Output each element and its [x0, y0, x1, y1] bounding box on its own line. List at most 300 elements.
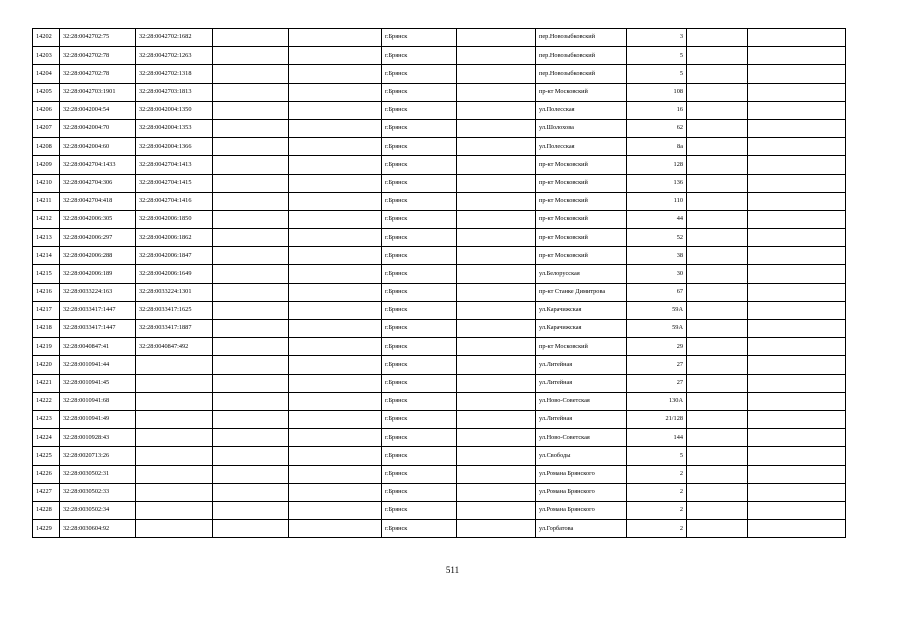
cell-record-number: 14222 — [33, 392, 60, 410]
cell-house-number: 2 — [627, 520, 687, 538]
cell-street: ул.Ново-Советская — [536, 392, 627, 410]
cell-empty — [748, 247, 846, 265]
cell-cadastral-number-premises — [136, 356, 213, 374]
cell-empty — [213, 520, 289, 538]
cell-house-number: 27 — [627, 356, 687, 374]
cell-cadastral-number: 32:28:0042704:1433 — [60, 156, 136, 174]
cell-city: г.Брянск — [382, 465, 457, 483]
cell-empty — [687, 83, 748, 101]
cell-street: пер.Новозыбковский — [536, 47, 627, 65]
cell-empty — [457, 501, 536, 519]
cell-record-number: 14202 — [33, 29, 60, 47]
cell-city: г.Брянск — [382, 210, 457, 228]
cell-street: пр-кт Московский — [536, 156, 627, 174]
cell-empty — [687, 247, 748, 265]
cell-empty — [687, 138, 748, 156]
cell-empty — [748, 229, 846, 247]
table-row — [33, 119, 846, 137]
cell-cadastral-number-premises: 32:28:0033224:1301 — [136, 283, 213, 301]
cell-cadastral-number-premises — [136, 374, 213, 392]
cell-empty — [213, 320, 289, 338]
cell-city: г.Брянск — [382, 247, 457, 265]
table-row — [33, 229, 846, 247]
cell-city: г.Брянск — [382, 156, 457, 174]
cell-empty — [213, 156, 289, 174]
cell-record-number: 14221 — [33, 374, 60, 392]
cell-house-number: 130А — [627, 392, 687, 410]
cell-empty — [687, 65, 748, 83]
cell-house-number: 30 — [627, 265, 687, 283]
cell-record-number: 14220 — [33, 356, 60, 374]
cell-empty — [289, 83, 382, 101]
cell-empty — [748, 410, 846, 428]
cell-empty — [213, 192, 289, 210]
cell-empty — [457, 410, 536, 428]
cell-empty — [289, 47, 382, 65]
cell-cadastral-number: 32:28:0042704:418 — [60, 192, 136, 210]
cell-empty — [289, 501, 382, 519]
cell-empty — [457, 429, 536, 447]
cell-city: г.Брянск — [382, 65, 457, 83]
cell-empty — [213, 101, 289, 119]
cell-cadastral-number: 32:28:0042004:60 — [60, 138, 136, 156]
cell-house-number: 29 — [627, 338, 687, 356]
cell-record-number: 14228 — [33, 501, 60, 519]
cell-empty — [457, 483, 536, 501]
table-row — [33, 283, 846, 301]
cell-house-number: 144 — [627, 429, 687, 447]
cell-empty — [457, 29, 536, 47]
table-row — [33, 301, 846, 319]
cell-record-number: 14226 — [33, 465, 60, 483]
cell-empty — [457, 301, 536, 319]
cell-cadastral-number: 32:28:0030604:92 — [60, 520, 136, 538]
cell-empty — [457, 356, 536, 374]
cell-empty — [289, 229, 382, 247]
cell-empty — [213, 283, 289, 301]
cell-street: ул.Карачижская — [536, 301, 627, 319]
cell-record-number: 14210 — [33, 174, 60, 192]
table-row — [33, 465, 846, 483]
cell-city: г.Брянск — [382, 283, 457, 301]
cell-empty — [289, 156, 382, 174]
cell-empty — [748, 138, 846, 156]
cell-cadastral-number: 32:28:0042703:1901 — [60, 83, 136, 101]
cell-house-number: 136 — [627, 174, 687, 192]
cell-street: ул.Литейная — [536, 410, 627, 428]
cell-cadastral-number: 32:28:0010941:49 — [60, 410, 136, 428]
cell-cadastral-number: 32:28:0030502:31 — [60, 465, 136, 483]
cell-cadastral-number-premises: 32:28:0042004:1366 — [136, 138, 213, 156]
cell-empty — [289, 210, 382, 228]
cell-empty — [687, 520, 748, 538]
table-row — [33, 65, 846, 83]
cell-empty — [687, 410, 748, 428]
cell-cadastral-number-premises: 32:28:0042704:1416 — [136, 192, 213, 210]
cell-empty — [457, 138, 536, 156]
cell-empty — [457, 338, 536, 356]
table-row — [33, 520, 846, 538]
cell-street: ул.Горбатова — [536, 520, 627, 538]
cell-empty — [289, 119, 382, 137]
cell-empty — [289, 174, 382, 192]
table-row — [33, 174, 846, 192]
cell-house-number: 3 — [627, 29, 687, 47]
cell-empty — [687, 265, 748, 283]
cell-empty — [687, 47, 748, 65]
cell-cadastral-number: 32:28:0042702:78 — [60, 47, 136, 65]
cell-cadastral-number-premises — [136, 429, 213, 447]
table-row — [33, 356, 846, 374]
cell-cadastral-number: 32:28:0042006:288 — [60, 247, 136, 265]
cell-house-number: 16 — [627, 101, 687, 119]
cell-record-number: 14227 — [33, 483, 60, 501]
cell-record-number: 14217 — [33, 301, 60, 319]
cell-empty — [457, 320, 536, 338]
cell-empty — [748, 338, 846, 356]
cell-street: пр-кт Московский — [536, 192, 627, 210]
cell-house-number: 67 — [627, 283, 687, 301]
cell-empty — [748, 65, 846, 83]
cell-empty — [213, 447, 289, 465]
cell-empty — [289, 65, 382, 83]
cell-record-number: 14204 — [33, 65, 60, 83]
table-row — [33, 156, 846, 174]
cell-empty — [748, 174, 846, 192]
cell-empty — [687, 101, 748, 119]
cell-city: г.Брянск — [382, 229, 457, 247]
cell-empty — [748, 483, 846, 501]
cell-cadastral-number: 32:28:0010941:45 — [60, 374, 136, 392]
cell-street: пер.Новозыбковский — [536, 29, 627, 47]
cell-empty — [289, 520, 382, 538]
cell-empty — [289, 429, 382, 447]
cell-cadastral-number-premises: 32:28:0033417:1625 — [136, 301, 213, 319]
cell-cadastral-number-premises — [136, 520, 213, 538]
cell-empty — [213, 138, 289, 156]
cell-cadastral-number: 32:28:0042702:78 — [60, 65, 136, 83]
cell-record-number: 14206 — [33, 101, 60, 119]
cell-record-number: 14207 — [33, 119, 60, 137]
cell-cadastral-number-premises: 32:28:0042702:1682 — [136, 29, 213, 47]
table-row — [33, 29, 846, 47]
cell-house-number: 5 — [627, 447, 687, 465]
cell-city: г.Брянск — [382, 320, 457, 338]
table-row — [33, 138, 846, 156]
cell-empty — [748, 447, 846, 465]
cell-street: пр-кт Московский — [536, 247, 627, 265]
cell-cadastral-number: 32:28:0020713:26 — [60, 447, 136, 465]
cell-empty — [457, 520, 536, 538]
table-row — [33, 429, 846, 447]
cell-street: пр-кт Станке Димитрова — [536, 283, 627, 301]
cell-empty — [687, 429, 748, 447]
cell-city: г.Брянск — [382, 338, 457, 356]
cell-empty — [687, 465, 748, 483]
cell-street: ул.Полесская — [536, 101, 627, 119]
cell-empty — [457, 119, 536, 137]
cell-empty — [457, 283, 536, 301]
cell-empty — [457, 65, 536, 83]
cell-house-number: 5 — [627, 65, 687, 83]
cell-cadastral-number: 32:28:0042006:305 — [60, 210, 136, 228]
cell-house-number: 2 — [627, 501, 687, 519]
page-number: 511 — [445, 565, 460, 575]
cell-empty — [213, 247, 289, 265]
cell-cadastral-number-premises: 32:28:0042004:1353 — [136, 119, 213, 137]
cell-empty — [289, 29, 382, 47]
cell-empty — [748, 301, 846, 319]
cell-cadastral-number-premises: 32:28:0042703:1813 — [136, 83, 213, 101]
cell-city: г.Брянск — [382, 520, 457, 538]
cell-empty — [687, 320, 748, 338]
cell-record-number: 14215 — [33, 265, 60, 283]
cell-empty — [213, 174, 289, 192]
cell-empty — [289, 356, 382, 374]
cell-city: г.Брянск — [382, 301, 457, 319]
cell-empty — [213, 65, 289, 83]
cell-empty — [213, 265, 289, 283]
cell-cadastral-number-premises — [136, 465, 213, 483]
cell-cadastral-number-premises — [136, 483, 213, 501]
table-row — [33, 247, 846, 265]
table-row — [33, 101, 846, 119]
cell-empty — [748, 429, 846, 447]
cell-empty — [687, 356, 748, 374]
cell-empty — [289, 447, 382, 465]
cell-record-number: 14214 — [33, 247, 60, 265]
cell-city: г.Брянск — [382, 174, 457, 192]
cell-street: ул.Свободы — [536, 447, 627, 465]
cell-empty — [748, 210, 846, 228]
cell-cadastral-number: 32:28:0033417:1447 — [60, 320, 136, 338]
cell-empty — [213, 229, 289, 247]
cell-house-number: 5 — [627, 47, 687, 65]
cell-city: г.Брянск — [382, 29, 457, 47]
table-row — [33, 392, 846, 410]
cell-empty — [213, 501, 289, 519]
cell-cadastral-number: 32:28:0042006:297 — [60, 229, 136, 247]
cell-empty — [289, 192, 382, 210]
table-row — [33, 410, 846, 428]
cell-cadastral-number: 32:28:0042006:189 — [60, 265, 136, 283]
cell-street: ул.Романа Брянского — [536, 483, 627, 501]
cell-empty — [213, 465, 289, 483]
cell-empty — [687, 29, 748, 47]
cell-record-number: 14212 — [33, 210, 60, 228]
cell-record-number: 14229 — [33, 520, 60, 538]
cell-street: ул.Шолохова — [536, 119, 627, 137]
cell-cadastral-number: 32:28:0042702:75 — [60, 29, 136, 47]
cell-house-number: 21/128 — [627, 410, 687, 428]
cell-cadastral-number: 32:28:0030502:33 — [60, 483, 136, 501]
cell-house-number: 59А — [627, 320, 687, 338]
cell-empty — [289, 465, 382, 483]
table-row — [33, 338, 846, 356]
cell-cadastral-number: 32:28:0010928:43 — [60, 429, 136, 447]
cell-empty — [213, 301, 289, 319]
cell-record-number: 14209 — [33, 156, 60, 174]
cell-empty — [687, 156, 748, 174]
cell-street: пр-кт Московский — [536, 174, 627, 192]
cell-city: г.Брянск — [382, 192, 457, 210]
cell-street: пр-кт Московский — [536, 83, 627, 101]
cell-empty — [213, 83, 289, 101]
cell-house-number: 44 — [627, 210, 687, 228]
cell-house-number: 59А — [627, 301, 687, 319]
cell-empty — [687, 447, 748, 465]
cell-empty — [213, 338, 289, 356]
cell-cadastral-number-premises: 32:28:0042702:1263 — [136, 47, 213, 65]
cell-street: ул.Романа Брянского — [536, 465, 627, 483]
cell-empty — [687, 483, 748, 501]
cell-city: г.Брянск — [382, 447, 457, 465]
cell-empty — [457, 247, 536, 265]
cell-house-number: 52 — [627, 229, 687, 247]
cell-city: г.Брянск — [382, 119, 457, 137]
cell-empty — [457, 210, 536, 228]
cell-empty — [748, 374, 846, 392]
cell-empty — [457, 47, 536, 65]
table-row — [33, 320, 846, 338]
cell-cadastral-number-premises — [136, 392, 213, 410]
cell-cadastral-number: 32:28:0040847:41 — [60, 338, 136, 356]
cell-cadastral-number: 32:28:0042704:306 — [60, 174, 136, 192]
cell-empty — [748, 156, 846, 174]
cell-record-number: 14213 — [33, 229, 60, 247]
cell-city: г.Брянск — [382, 374, 457, 392]
cell-street: ул.Литейная — [536, 356, 627, 374]
cell-house-number: 110 — [627, 192, 687, 210]
cell-street: ул.Литейная — [536, 374, 627, 392]
cell-empty — [213, 119, 289, 137]
cell-empty — [748, 520, 846, 538]
cell-empty — [687, 301, 748, 319]
cell-street: ул.Ново-Советская — [536, 429, 627, 447]
cell-empty — [289, 301, 382, 319]
cell-cadastral-number-premises: 32:28:0042006:1862 — [136, 229, 213, 247]
cell-city: г.Брянск — [382, 429, 457, 447]
cell-street: пр-кт Московский — [536, 338, 627, 356]
cell-empty — [687, 338, 748, 356]
cell-city: г.Брянск — [382, 47, 457, 65]
table-row — [33, 83, 846, 101]
cell-record-number: 14203 — [33, 47, 60, 65]
cell-house-number: 62 — [627, 119, 687, 137]
cell-empty — [457, 465, 536, 483]
table-body — [33, 29, 846, 538]
cell-empty — [289, 138, 382, 156]
cell-cadastral-number-premises: 32:28:0042006:1850 — [136, 210, 213, 228]
cell-cadastral-number: 32:28:0010941:44 — [60, 356, 136, 374]
cell-house-number: 8а — [627, 138, 687, 156]
cell-empty — [687, 192, 748, 210]
cell-house-number: 2 — [627, 483, 687, 501]
cell-cadastral-number-premises — [136, 501, 213, 519]
cell-empty — [457, 156, 536, 174]
cell-empty — [687, 119, 748, 137]
cell-house-number: 128 — [627, 156, 687, 174]
table-row — [33, 265, 846, 283]
cell-cadastral-number-premises: 32:28:0033417:1887 — [136, 320, 213, 338]
cell-cadastral-number-premises: 32:28:0042702:1318 — [136, 65, 213, 83]
cell-empty — [213, 356, 289, 374]
registry-table — [32, 28, 846, 538]
cell-house-number: 27 — [627, 374, 687, 392]
cell-street: ул.Романа Брянского — [536, 501, 627, 519]
cell-empty — [687, 374, 748, 392]
table-row — [33, 447, 846, 465]
cell-cadastral-number: 32:28:0033224:163 — [60, 283, 136, 301]
cell-empty — [213, 483, 289, 501]
table-row — [33, 501, 846, 519]
cell-street: ул.Полесская — [536, 138, 627, 156]
cell-empty — [289, 338, 382, 356]
cell-empty — [289, 410, 382, 428]
cell-empty — [748, 465, 846, 483]
cell-record-number: 14211 — [33, 192, 60, 210]
cell-empty — [687, 392, 748, 410]
cell-empty — [213, 29, 289, 47]
cell-city: г.Брянск — [382, 410, 457, 428]
cell-house-number: 108 — [627, 83, 687, 101]
cell-city: г.Брянск — [382, 483, 457, 501]
cell-cadastral-number-premises: 32:28:0042704:1415 — [136, 174, 213, 192]
cell-cadastral-number-premises: 32:28:0042006:1649 — [136, 265, 213, 283]
cell-cadastral-number: 32:28:0030502:34 — [60, 501, 136, 519]
cell-empty — [213, 210, 289, 228]
cell-empty — [748, 265, 846, 283]
cell-empty — [289, 101, 382, 119]
cell-street: пер.Новозыбковский — [536, 65, 627, 83]
cell-cadastral-number-premises — [136, 410, 213, 428]
table-row — [33, 210, 846, 228]
cell-empty — [457, 374, 536, 392]
cell-record-number: 14218 — [33, 320, 60, 338]
table-row — [33, 47, 846, 65]
cell-empty — [748, 83, 846, 101]
cell-street: пр-кт Московский — [536, 210, 627, 228]
cell-empty — [457, 101, 536, 119]
cell-record-number: 14224 — [33, 429, 60, 447]
cell-record-number: 14223 — [33, 410, 60, 428]
cell-empty — [289, 483, 382, 501]
cell-house-number: 2 — [627, 465, 687, 483]
cell-cadastral-number: 32:28:0010941:68 — [60, 392, 136, 410]
cell-city: г.Брянск — [382, 356, 457, 374]
cell-empty — [457, 192, 536, 210]
cell-record-number: 14208 — [33, 138, 60, 156]
cell-city: г.Брянск — [382, 83, 457, 101]
cell-empty — [457, 447, 536, 465]
cell-cadastral-number: 32:28:0042004:54 — [60, 101, 136, 119]
cell-empty — [457, 83, 536, 101]
table-row — [33, 192, 846, 210]
cell-empty — [289, 392, 382, 410]
cell-empty — [748, 501, 846, 519]
cell-empty — [289, 247, 382, 265]
cell-record-number: 14225 — [33, 447, 60, 465]
cell-cadastral-number: 32:28:0042004:70 — [60, 119, 136, 137]
cell-empty — [748, 356, 846, 374]
cell-empty — [457, 229, 536, 247]
cell-cadastral-number: 32:28:0033417:1447 — [60, 301, 136, 319]
cell-empty — [687, 174, 748, 192]
cell-record-number: 14205 — [33, 83, 60, 101]
cell-empty — [687, 501, 748, 519]
cell-cadastral-number-premises: 32:28:0042006:1847 — [136, 247, 213, 265]
table-row — [33, 374, 846, 392]
